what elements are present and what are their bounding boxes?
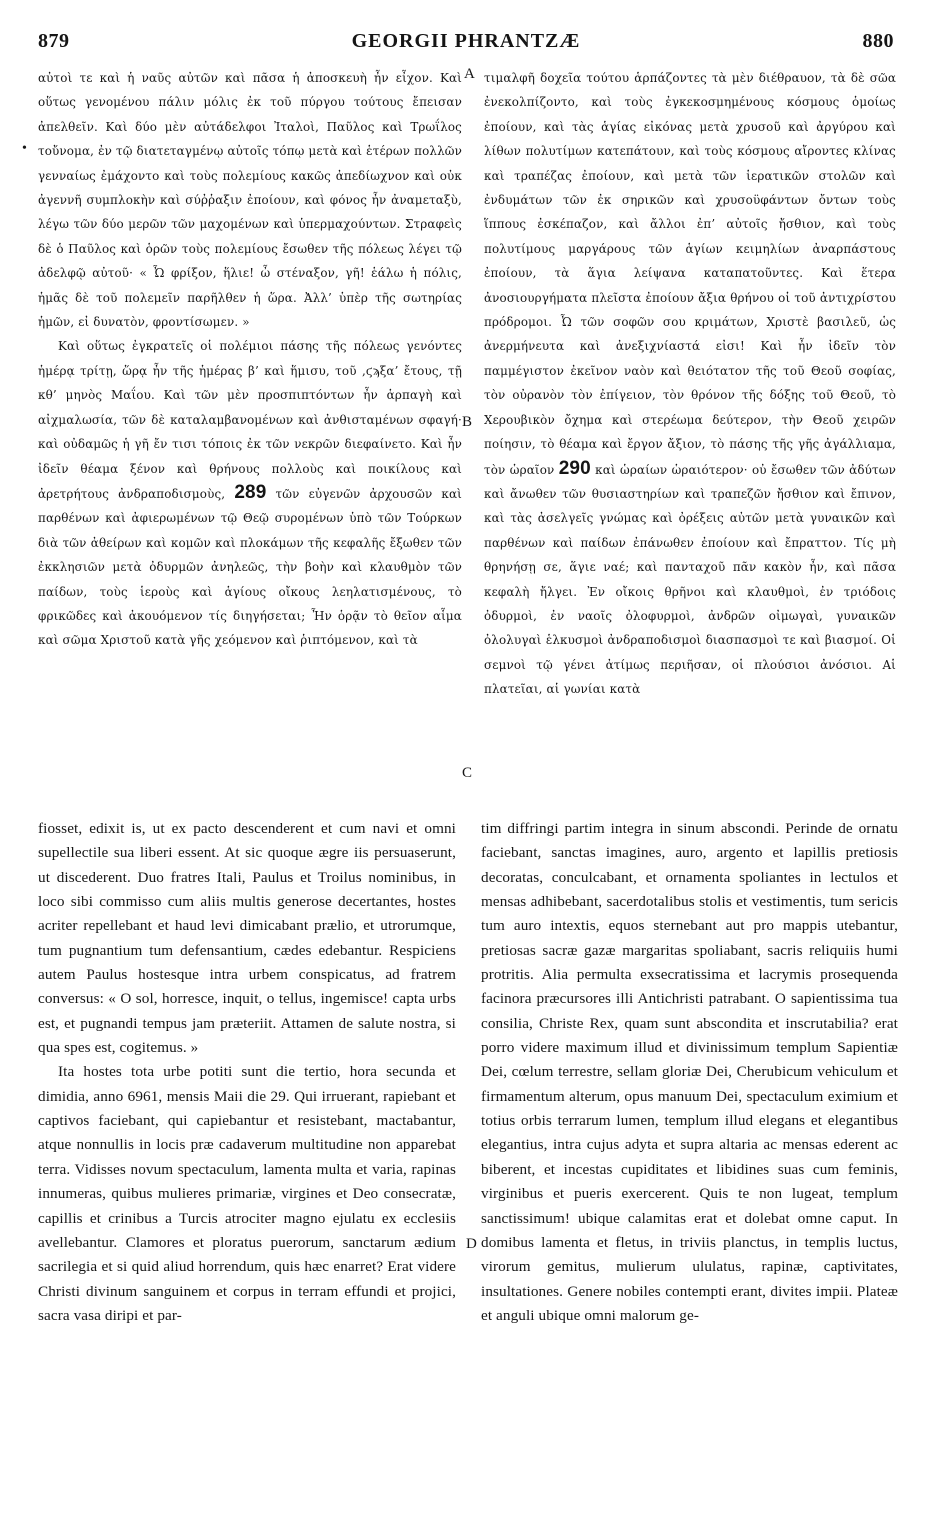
latin-left-paragraph-1: fiosset, edixit is, ut ex pacto descenderent et cum navi et omni supellectile sua liberi essent. At sic quoque ægre iis persuaserunt, ut discederent. Duo fratres Itali, Paulus et Troilus nominibus, in loco sibi commisso cum aliis multis generose decertantes, hostes acriter repellebant et haud levi dimicabant prælio, et utrorumque, tum pugnantium tum defensantium, cædes edebantur. Respiciens autem Paulus hostesque intra urbem conspicatus, ad fratrem conversus: « O sol, horresce, inquit, o tellus, ingemisce! capta urbs est, et pugnandi tempus jam præteriit. Attamen de salute nostra, si qua spes est, cogitemus. » <box>38 820 456 1057</box>
greek-right-paragraph-1 <box>484 66 896 702</box>
latin-left-paragraph-2: Ita hostes tota urbe potiti sunt die tertio, hora secunda et dimidia, anno 6961, mensis Maii die 29. Qui irruerant, rapiebant et captivos faciebant, qui capiebantur et resistebant, mactabantur, atque nonnullis in locis præ cadaverum multitudine non apparebat terra. Vidisses novum spectaculum, lamenta multa et varia, rapinas innumeras, quibus mulieres primariæ, virgines et Deo consecratæ, capillis et crinibus a Turcis atrociter magno ejulatu ex ecclesiis avellebantur. Clamores et ploratus puerorum, sanctarum ædium sacrilegia et si quid aliud horrendum, quis hæc enarret? Erat videre Christi divinum sanguinem et corpus in terram effundi et projici, sacra vasa diripi et par- <box>38 1063 456 1324</box>
page-number-left: 879 <box>38 30 70 52</box>
margin-letter-c: C <box>462 765 473 781</box>
greek-left-paragraph-2b: τῶν εὐγενῶν ἀρχουσῶν καὶ παρθένων καὶ ἀφιερωμένων τῷ Θεῷ συρομένων ὑπὸ τῶν Τούρκων διὰ τῶν ἀθείρων καὶ κομῶν καὶ πλοκάμων τῆς κεφαλῆς ἔξωθεν τῶν ἐκκλησιῶν μετὰ ὀδυρμῶν ἀνηλεῶς, τὴν βοὴν καὶ κλαυθμὸν τῶν παίδων, τοὺς ἱεροὺς καὶ ἁγίους οἴκους λεηλατισμένους, τὸ φρικῶδες καὶ ἀκουόμενον τίς διηγήσεται; Ἦν ὁρᾷν τὸ θεῖον αἷμα καὶ σῶμα Χριστοῦ κατὰ γῆς χεόμενον καὶ ῥιπτόμενον, καὶ τὰ <box>38 486 462 648</box>
margin-star-marker: • <box>22 141 27 156</box>
running-header <box>38 30 894 60</box>
greek-right-paragraph-1a: τιμαλφῆ δοχεῖα τούτου ἁρπάζοντες τὰ μὲν διέθραυον, τὰ δὲ σῶα ἐνεκολπίζοντο, καὶ τοὺς ἐγκεκοσμημένους κόσμους ὁμοίως ἐποίουν, καὶ τὰς ἁγίας εἰκόνας μετὰ χρυσοῦ καὶ ἀργύρου καὶ λίθων πολυτίμων κατεπάτουν, καὶ τοὺς κόσμους αἴροντες κλίνας καὶ τραπέζας ἐποίουν, καὶ μετὰ τῶν ἱερατικῶν στολῶν καὶ ἐνδυμάτων τῶν ἐκ σηρικῶν καὶ χρυσοϋφάντων ὄντων τοὺς ἵππους ἐσκέπαζον, καὶ ἄλλοι ἐπ’ αὐτοῖς ἤσθιον, καὶ τοὺς πολυτίμους μαργάρους τῶν ἁγίων κειμηλίων ἀναρπάστους ἐποίουν, τὰ ἅγια λείψανα καταπατοῦντες. Καὶ ἕτερα ἀνοσιουργήματα πλεῖστα ἐποίουν ἄξια θρήνου οἱ τοῦ ἀντιχρίστου πρόδρομοι. Ὦ τῶν σοφῶν σου κριμάτων, Χριστὲ βασιλεῦ, ὡς ἀνερμήνευτα καὶ ἀνεξιχνίαστά εἰσι! Καὶ ἦν ἰδεῖν τὸν παμμέγιστον ἐκεῖνον ναὸν καὶ θειότατον τῆς τοῦ Θεοῦ σοφίας, τὸν οὐρανὸν τὸν ἐπίγειον, τὸν θρόνον τῆς δόξης τοῦ Θεοῦ, τὸ Χερουβικὸν ὄχημα καὶ στερέωμα δεύτερον, τὴν Θεοῦ χειρῶν ποίησιν, τὸ θέαμα καὶ ἔργον ἄξιον, τὸ πάσης τῆς γῆς ἀγάλλιαμα, τὸν ὡραῖον <box>484 71 896 477</box>
greek-page-number-289: 289 <box>234 481 267 503</box>
greek-column-left <box>38 66 462 818</box>
greek-column-right <box>484 66 896 818</box>
greek-page-number-290: 290 <box>558 457 591 479</box>
latin-column-left <box>38 817 456 1517</box>
margin-letter-b: B <box>462 414 473 430</box>
greek-left-paragraph-2a: Καὶ οὕτως ἐγκρατεῖς οἱ πολέμιοι πάσης τῆς πόλεως γενόντες ἡμέρᾳ τρίτῃ, ὥρᾳ ἦν τῆς ἡμέρας β’ καὶ ἥμισυ, τοῦ ,ϛϡξα’ ἔτους, τῇ κθ’ μηνὸς Μαΐου. Καὶ τῶν μὲν προσπιπτόντων ἦν ἁρπαγὴ καὶ αἰχμαλωσία, τῶν δὲ καταλαμβανομένων καὶ ἀνθισταμένων σφαγή· καὶ οὐδαμῶς ἡ γῆ ἔν τισι τόποις ἐκ τῶν νεκρῶν διεφαίνετο. Καὶ ἦν ἰδεῖν θέαμα ξένον καὶ θρήνους πολλοὺς καὶ ποικίλους καὶ ἀρετρήτους ἀνδραποδισμοὺς, <box>38 339 462 501</box>
latin-right-paragraph-1: tim diffringi partim integra in sinum abscondi. Perinde de ornatu faciebant, sanctas imagines, auro, argento et lapillis pretiosis decoratas, conculcabant, et ornamenta spoliantes in lectulos et mensas adhibebant, sacerdotalibus stolis et vestimentis, tum sericis tum auro intextis, equos sternebant aut pro mappis utebantur, pretiosas sacræ gazæ margaritas spoliabant, sacris reliquiis humi protritis. Alia permulta exsecratissima et lacrymis prosequenda facinora præcursores illi Antichristi patrabant. O sapientissima tua consilia, Christe Rex, quam sunt abscondita et inscrutabilia? erat porro videre maximum illud et divinissimum templum Sapientiæ Dei, cœlum terrestre, sellam gloriæ Dei, Cherubicum vehiculum et firmamentum alterum, opus manuum Dei, spectaculum eximium et totius orbis terrarum lumen, templum illud elegans et elegantibus elegantius, intra cujus adyta et supra altaria ac mensas ederent ac biberent, et incestas cupiditates et libidines suas cum feminis, virginibus et pueris exercerent. Quis te non lugeat, templum sanctissimum! ubique calamitas erat et dolebat omne caput. In domibus lamenta et fletus, in triviis planctus, in templis luctus, virorum gemitus, mulierum ululatus, rapinæ, captivitates, insultationes. Genere nobiles contempti erant, divites impii. Plateæ et anguli ubique omni malorum ge- <box>481 820 898 1324</box>
latin-column-right <box>481 817 898 1517</box>
greek-left-paragraph-2 <box>38 334 462 652</box>
greek-left-paragraph-1: αὐτοὶ τε καὶ ἡ ναῦς αὐτῶν καὶ πᾶσα ἡ ἀποσκευὴ ἦν εἶχον. Καὶ οὕτως γενομένου πάλιν μόλις ἐκ τοῦ πύργου τούτους ἔπεισαν ἀπελθεῖν. Καὶ δύο μὲν αὐτάδελφοι Ἰταλοὶ, Παῦλος καὶ Τρωΐλος τοὔνομα, ἐν τῷ διατεταγμένῳ αὐτοῖς τόπῳ μετὰ καὶ ἑτέρων πολλῶν γενναίως ἐμάχοντο καὶ τοὺς πολεμίους κακῶς ἀπεδίωχνον καὶ οὐκ ἀγεννῆ συμπλοκὴν καὶ σύῤῥαξιν ἐποίουν, καὶ φόνος ἦν ἀναμεταξὺ, λέγω τῶν δύο μερῶν τῶν μαχομένων καὶ ὑπερμαχούντων. Στραφεὶς δὲ ὁ Παῦλος καὶ ὁρῶν τοὺς πολεμίους ἔσωθεν τῆς πόλεως λέγει τῷ ἀδελφῷ αὐτοῦ· « Ὦ φρίξον, ἥλιε! ὦ στέναξον, γῆ! ἑάλω ἡ πόλις, ἡμᾶς δὲ τοῦ πολεμεῖν παρῆλθεν ἡ ὥρα. Ἀλλ’ ὑπὲρ τῆς σωτηρίας ἡμῶν, εἰ δυνατὸν, φροντίσωμεν. » <box>38 71 462 330</box>
margin-letter-a: A <box>464 66 475 82</box>
page-number-right: 880 <box>862 30 894 52</box>
greek-right-paragraph-1b: καὶ ὡραίων ὡραιότερον· οὐ ἔσωθεν τῶν ἀδύτων καὶ ἄνωθεν τῶν θυσιαστηρίων καὶ τραπεζῶν ἤσθιον καὶ ἔπινον, καὶ τὰς ἀσελγεῖς γνώμας καὶ ὀρέξεις αὐτῶν μετὰ γυναικῶν καὶ παρθένων καὶ παίδων ἐπάνωθεν ἐποίουν καὶ ἔπραττον. Τίς μὴ θρηνήσῃ σε, ἅγιε ναέ; καὶ πανταχοῦ πᾶν κακὸν ἦν, καὶ πᾶσα κεφαλὴ ἤλγει. Ἐν οἴκοις θρῆνοι καὶ κλαυθμοὶ, ἐν τριόδοις ὀδυρμοὶ, ἐν ναοῖς ὀλοφυρμοὶ, ἀνδρῶν οἰμωγαὶ, γυναικῶν ὀλολυγαὶ ἑλκυσμοὶ ἀνδραποδισμοὶ διασπασμοὶ τε καὶ βιασμοί. Οἱ σεμνοὶ τῷ γένει ἀτίμως περιῆσαν, οἱ πλούσιοι ἀνόσιοι. Αἱ πλατεῖαι, αἱ γωνίαι κατὰ <box>484 462 896 697</box>
margin-letter-d: D <box>466 1236 477 1252</box>
running-title: GEORGII PHRANTZÆ <box>351 30 581 52</box>
